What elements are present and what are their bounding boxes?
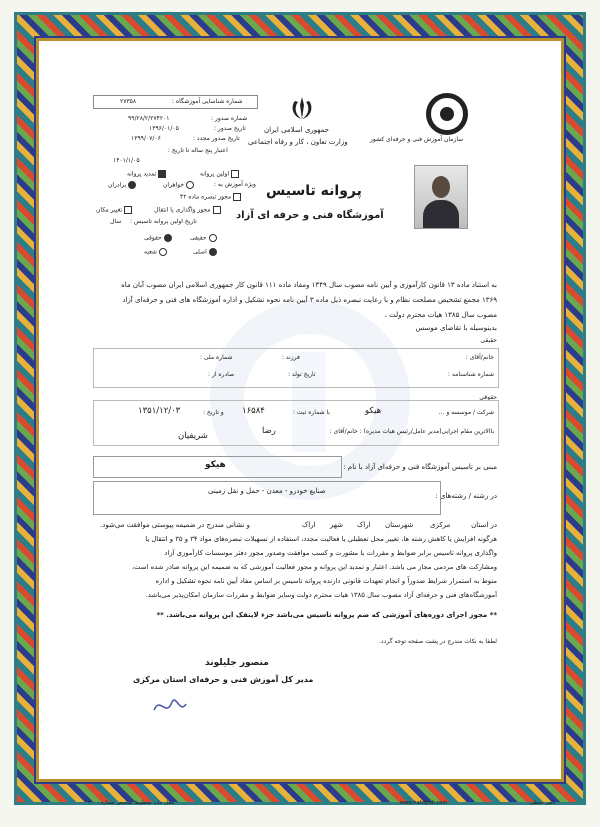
terms-warning: ** مجوز اجرای دوره‌های آموزشی که ضم پروانه تاسیس می‌باشد جزء لاینفک این پروانه می‌باشد. **	[156, 611, 497, 619]
issue-number-value: ۹۹/۲۸/۲/۲۷۴۲۰۱	[128, 115, 170, 122]
terms-line2: واگذاری پروانه تاسیس برابر ضوابط و مقررات با مشورت و کسب موافقت وصدور مجوز دفتر موسسات کارآموزی آزاد	[164, 549, 497, 557]
brothers-radio[interactable]	[128, 181, 136, 189]
company-label: شرکت / موسسه و ...	[438, 409, 494, 416]
footer-publisher: ناشر حفظی	[530, 800, 556, 806]
option-sisters: خواهران	[163, 181, 194, 189]
province-label: در استان	[471, 521, 497, 529]
valid-until-label: اعتبار پنج ساله تا تاریخ :	[168, 147, 228, 154]
issue-date-label: تاریخ صدور :	[214, 125, 246, 132]
page-title: پروانه تاسیس	[266, 183, 362, 199]
legal-section-label: حقوقی	[479, 394, 497, 401]
ministry-name: وزارت تعاون ، کار و رفاه اجتماعی	[248, 138, 348, 146]
terms-line3: ومشارکت های مردمی مجاز می باشد. اعتبار و تمدید این پروانه و مجوز فعالیت آموزشی که به ضمیمه این پروانه صادر شده است،	[131, 563, 497, 571]
real-section-label: حقیقی	[480, 337, 497, 344]
manager-first-name: رضا	[262, 426, 276, 436]
body-para3: مصوب سال ۱۳۸۵ هیات محترم دولت ،	[384, 311, 497, 319]
institute-name-value: هیکو	[205, 460, 226, 470]
birth-date-label: تاریخ تولد :	[288, 371, 316, 378]
special-for-label: ویژه آموزش به :	[214, 181, 256, 188]
id-value: ۲۷۳۵۸	[120, 98, 137, 105]
first-issue-date-label: تاریخ اولین پروانه تاسیس :	[130, 218, 197, 225]
option-location-change: تغییر مکان	[96, 206, 132, 214]
signature-mark	[150, 690, 190, 720]
option-main: اصلی	[193, 248, 217, 256]
option-renewal: تمدید پروانه	[127, 170, 166, 178]
branch-radio[interactable]	[159, 248, 167, 256]
option-first-issue: اولین پروانه	[200, 170, 239, 178]
company-date-label: و تاریخ :	[203, 409, 224, 416]
option-branch: شعبه	[144, 248, 167, 256]
first-issue-checkbox[interactable]	[231, 170, 239, 178]
manager-label: باالاترین مقام اجرایی(مدیر عامل/رئیس هیات مدیره) : خانم/آقای :	[329, 428, 494, 435]
id-number-label: شماره شناسنامه :	[448, 371, 494, 378]
photo-body	[423, 200, 459, 228]
county-label: شهرستان	[385, 521, 414, 529]
city-label: شهر	[330, 521, 343, 529]
year-label: سال	[110, 218, 122, 225]
address-note: و نشانی مندرج در ضمیمه پیوستی موافقت می‌شود.	[100, 521, 250, 529]
fields-value: صنایع خودرو - معدن - حمل و نقل زمینی	[208, 487, 326, 495]
note42-checkbox[interactable]	[233, 193, 241, 201]
person-name-label: خانم/آقای :	[465, 354, 494, 361]
photo-head	[432, 176, 450, 198]
issue-date-value: ۱۳۹۶/۰۱/۰۵	[149, 125, 179, 132]
terms-line1: هرگونه افزایش یا کاهش رشته ها، تغییر محل تعطیلی یا فعالیت مجدد، استفاده از تسهیلات تبصره‌های مواد ۳۴ و ۳۵ و انتقال یا	[145, 535, 497, 543]
signatory-name: منصور جلیلوند	[205, 658, 269, 668]
real-radio[interactable]	[209, 234, 217, 242]
iran-emblem-icon	[289, 95, 315, 121]
issued-from-label: صادره از :	[208, 371, 235, 378]
terms-note: لطفا به نکات مندرج در پشت صفحه توجه گردد.	[379, 638, 497, 645]
founder-photo	[414, 165, 468, 229]
company-value: هیکو	[365, 406, 382, 416]
terms-line5: آموزشگاه‌های فنی و حرفه‌ای آزاد مصوب سال ۱۳۸۵ هیات محترم دولت وسایر ضوابط و مقررات سازمان امکان‌پذیر می‌باشد.	[145, 591, 497, 599]
tvto-logo-icon	[426, 93, 468, 135]
renew-date-value: ۱۳۹۹/۰۷/۰۶	[131, 135, 161, 142]
legal-radio[interactable]	[164, 234, 172, 242]
valid-until-value: ۱۴۰۱/۱/۰۵	[113, 157, 140, 164]
location-change-checkbox[interactable]	[124, 206, 132, 214]
option-real: حقیقی	[190, 234, 217, 242]
option-brothers: برادران	[108, 181, 136, 189]
id-label: شماره شناسایی آموزشگاه :	[172, 98, 243, 105]
body-para4: بدینوسیله با تقاضای موسس	[415, 324, 497, 332]
institute-name-label: مبنی بر تاسیس آموزشگاه فنی و حرفه‌ای آزاد با نام :	[343, 463, 497, 471]
body-para1: به استناد ماده ۱۳ قانون کارآموزی و آیین نامه مصوب سال ۱۳۴۹ ومفاد ماده ۱۱۱ قانون کار جمهوری اسلامی ایران مصوب آبان ماه	[121, 281, 497, 289]
option-legal: حقوقی	[144, 234, 172, 242]
signatory-title: مدیر کل آموزش فنی و حرفه‌ای استان مرکزی	[133, 675, 314, 684]
issue-number-label: شماره صدور :	[211, 115, 248, 122]
reg-no-value: ۱۶۵۸۴	[242, 406, 265, 416]
country-name: جمهوری اسلامی ایران	[264, 126, 329, 134]
company-date-value: ۱۳۵۱/۱۲/۰۳	[138, 406, 181, 416]
child-of-label: فرزند :	[282, 354, 300, 361]
terms-line4: منوط به استمرار شرایط صدوراً و انجام تعهدات قانونی دارنده پروانه تاسیس بر اساس مفاد آیین نامه نحوه تشکیل و اداره	[155, 577, 497, 585]
transfer-checkbox[interactable]	[213, 206, 221, 214]
main-radio[interactable]	[209, 248, 217, 256]
org-logo-text: سازمان آموزش فنی و حرفه‌ای کشور	[370, 136, 464, 143]
reg-no-label: با شماره ثبت :	[293, 409, 330, 416]
city-value: اراک	[302, 521, 316, 529]
county-value: اراک	[357, 521, 371, 529]
footer-print-note: محل چاپ مخطوط تشخیص ضماره : ۲۰۰	[88, 800, 174, 806]
fields-label: در رشته / رشته‌های :	[435, 492, 497, 500]
body-para2: ۱۳۶۹ مجمع تشخیص مصلحت نظام و با رعایت تبصره ذیل ماده ۳ آیین نامه نحوه تشکیل و اداره آموزشگاه های فنی و حرفه‌ای آزاد	[122, 296, 497, 304]
province-value: مرکزی	[430, 521, 451, 529]
option-transfer: مجوز واگذاری یا انتقال	[154, 206, 221, 214]
sisters-radio[interactable]	[186, 181, 194, 189]
national-id-label: شماره ملی :	[200, 354, 233, 361]
renewal-checkbox[interactable]	[158, 170, 166, 178]
option-note42: مجوز تبصره ماده ۴۲	[180, 193, 241, 201]
renew-date-label: تاریخ صدور مجدد :	[193, 135, 240, 142]
page-subtitle: آموزشگاه فنی و حرفه ای آزاد	[236, 210, 384, 221]
manager-last-name: شریفیان	[178, 431, 208, 441]
footer-website: www.hefzipub.com	[400, 800, 448, 806]
